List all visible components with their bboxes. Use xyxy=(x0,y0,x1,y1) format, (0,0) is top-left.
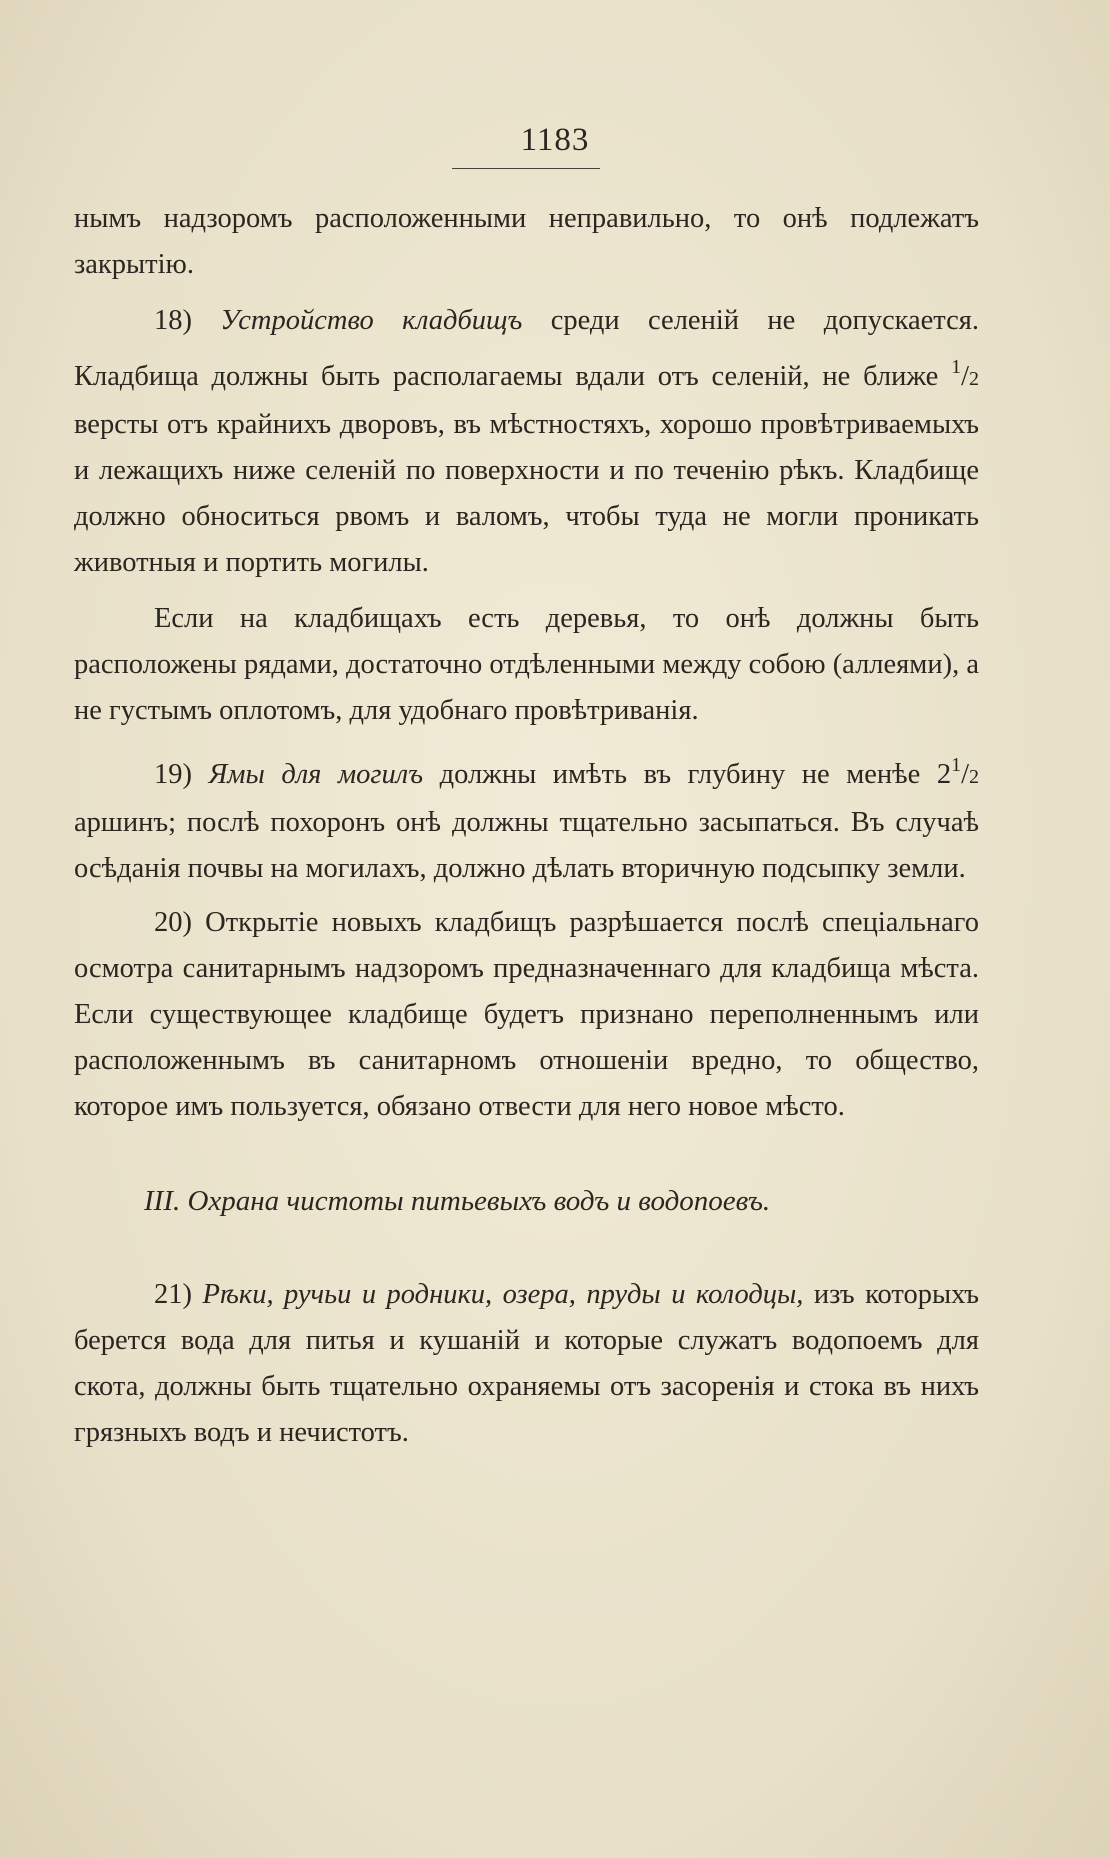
paragraph-19 xyxy=(74,742,979,892)
paragraph-19-fraction-slash: / xyxy=(961,759,970,790)
paragraph-19-fraction-numerator: 1 xyxy=(951,754,962,776)
paragraph-20: 20) Открытіе новыхъ кладбищъ разрѣшается послѣ спеціальнаго осмотра санитарнымъ надзоромъ предназначеннаго для кладбища мѣста. Если существующее кладбище будетъ признано переполненнымъ или расположеннымъ въ санитарномъ отношеніи вредно, то общество, которое имъ пользуется, обязано отвести для него новое мѣсто. xyxy=(74,907,979,1122)
paragraph-continuation: нымъ надзоромъ расположенными неправильно, то онѣ подлежатъ закрытію. xyxy=(74,203,979,280)
paragraph-18-fraction-numerator: 1 xyxy=(951,356,962,378)
paragraph-19-title: Ямы для могилъ xyxy=(208,759,424,790)
paragraph-18-fraction-slash: / xyxy=(961,361,969,392)
paragraph-18-text: среди селеній не допускается. Кладбища должны быть располагаемы вдали отъ селеній, не ближе xyxy=(74,305,979,392)
paragraph-19-number: 19) xyxy=(154,759,192,790)
paragraph-21-title: Рѣки, ручьи и родники, озера, пруды и колодцы, xyxy=(202,1279,804,1310)
paragraph-19-text: должны имѣть въ глубину не менѣе 2 xyxy=(423,759,952,790)
paragraph-21 xyxy=(74,1272,979,1456)
section-heading: III. Охрана чистоты питьевыхъ водъ и водопоевъ. xyxy=(144,1185,771,1217)
paragraph-21-number: 21) xyxy=(154,1279,192,1310)
page-number: 1183 xyxy=(520,122,590,158)
paragraph-18-text-2: версты отъ крайнихъ дворовъ, въ мѣстностяхъ, хорошо провѣтриваемыхъ и лежащихъ ниже селеній по поверхности и по теченію рѣкъ. Кладбище должно обноситься рвомъ и валомъ, чтобы туда не могли проникать животныя и портить могилы. xyxy=(74,409,979,578)
paragraph-trees: Если на кладбищахъ есть деревья, то онѣ должны быть расположены рядами, достаточно отдѣленными между собою (аллеями), а не густымъ оплотомъ, для удобнаго провѣтриванія. xyxy=(74,603,979,726)
paragraph-18 xyxy=(74,298,979,586)
paragraph-19-text-2: аршинъ; послѣ похоронъ онѣ должны тщательно засыпаться. Въ случаѣ осѣданія почвы на могилахъ, должно дѣлать вторичную подсыпку земли. xyxy=(74,807,979,884)
page-body xyxy=(74,196,979,1456)
page-number-rule xyxy=(452,168,600,169)
paragraph-21-text: изъ которыхъ берется вода для питья и кушаній и которые служатъ водопоемъ для скота, должны быть тщательно охраняемы отъ засоренія и стока въ нихъ грязныхъ водъ и нечистотъ. xyxy=(74,1279,979,1448)
paragraph-19-fraction-denominator: 2 xyxy=(969,766,980,788)
paragraph-18-title: Устройство кладбищъ xyxy=(220,305,523,336)
paragraph-18-fraction-denominator: 2 xyxy=(969,368,979,390)
paragraph-18-number: 18) xyxy=(154,305,192,336)
